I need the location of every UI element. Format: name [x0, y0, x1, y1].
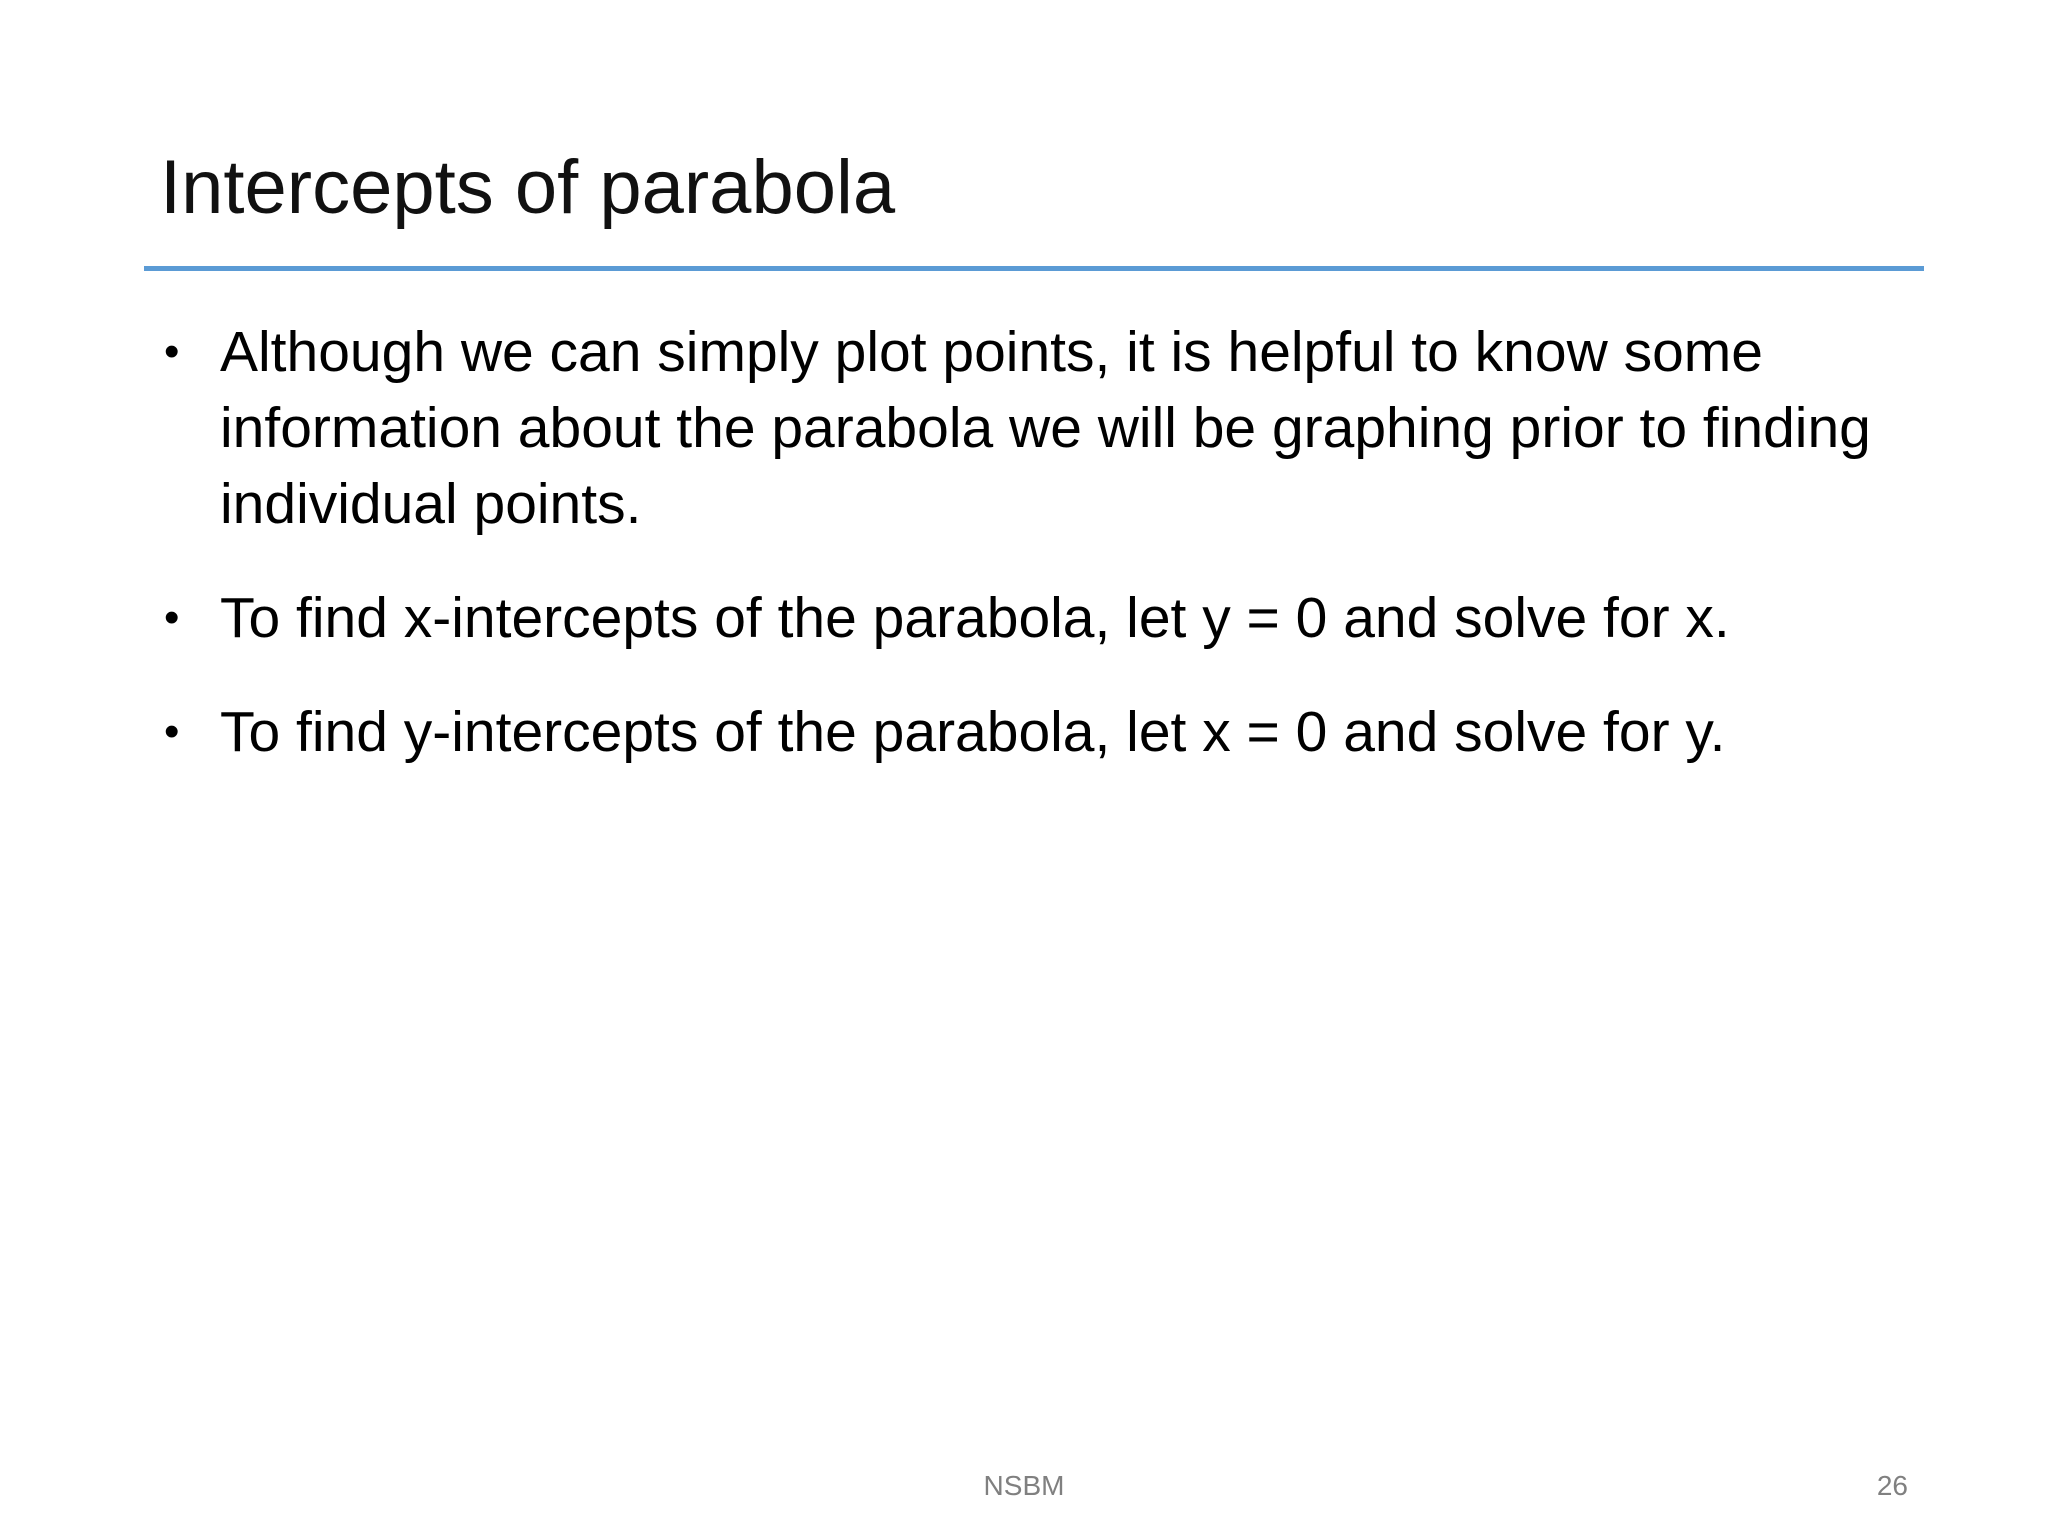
page-number: 26: [1876, 1470, 1908, 1501]
bullet-icon: •: [164, 593, 180, 642]
bullet-item: [160, 694, 1920, 770]
bullet-text: To find y-intercepts of the parabola, let x = 0 and solve for y.: [220, 700, 1726, 764]
bullet-item: [160, 580, 1920, 656]
bullet-text: Although we can simply plot points, it is helpful to know some information about the parabola we will be graphing prior to finding individual points.: [220, 320, 1871, 536]
bullet-icon: •: [164, 327, 180, 376]
title-divider: [144, 266, 1924, 271]
footer-organization: NSBM: [983, 1470, 1065, 1501]
bullet-icon: •: [164, 707, 180, 756]
bullet-item: [160, 314, 1920, 542]
bullet-list: [160, 314, 1920, 808]
slide-title: Intercepts of parabola: [160, 145, 896, 230]
bullet-text: To find x-intercepts of the parabola, let y = 0 and solve for x.: [220, 586, 1730, 650]
